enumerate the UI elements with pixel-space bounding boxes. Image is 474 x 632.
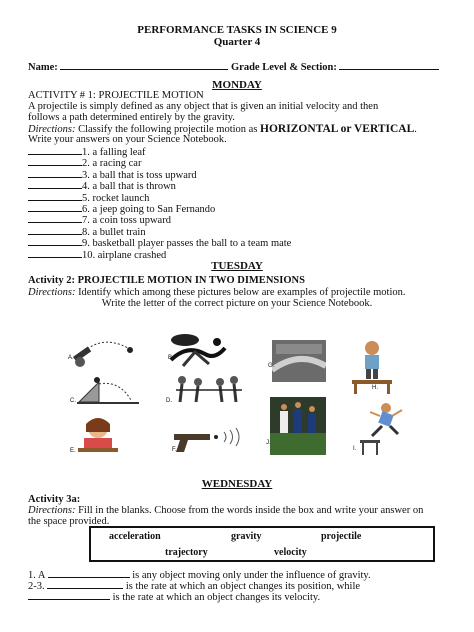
acrobats-picture [165, 330, 233, 370]
name-line [28, 60, 439, 74]
quarter-label: Quarter 4 [213, 36, 261, 48]
answer-blank[interactable] [28, 225, 82, 235]
picture-label-g: G. [268, 363, 275, 369]
list-item-label: 6. a jeep going to San Fernando [82, 204, 216, 215]
ramp-picture [75, 372, 143, 406]
directions-end: . [414, 124, 417, 135]
activity1-intro-line1: A projectile is simply defined as any object that is given an initial velocity and then [28, 101, 379, 112]
tuesday-heading: TUESDAY [211, 260, 263, 272]
word-projectile: projectile [321, 531, 362, 542]
racing-photo [272, 340, 326, 382]
soccer-photo [270, 397, 326, 455]
monday-heading: MONDAY [212, 79, 262, 91]
answer-blank[interactable] [28, 156, 82, 166]
question-2-text: is the rate at which an object changes its position, while [125, 581, 361, 592]
list-item-label: 10. airplane crashed [82, 249, 167, 261]
word-velocity: velocity [274, 547, 307, 558]
worksheet-title: PERFORMANCE TASKS IN SCIENCE 9 [137, 24, 337, 36]
grade-section-label: Grade Level & Section: [231, 62, 337, 73]
word-trajectory: trajectory [165, 547, 208, 558]
list-item-label: 7. a coin toss upward [82, 215, 171, 227]
activity1-write-line: Write your answers on your Science Notebook. [28, 134, 227, 145]
directions-text: Identify which among these pictures below are examples of projectile motion. [75, 287, 406, 298]
question-3-text: is the rate at which an object changes its velocity. [112, 592, 321, 603]
word-box [89, 526, 435, 562]
gun-picture [170, 426, 248, 454]
answer-blank[interactable] [28, 191, 82, 201]
name-blank[interactable] [60, 60, 228, 70]
picture-label-j: J. [266, 440, 271, 446]
answer-blank[interactable] [28, 202, 82, 212]
answer-blank[interactable] [28, 213, 82, 223]
picture-label-e: E. [70, 448, 76, 454]
list-item [28, 248, 166, 261]
list-item-label: 4. a ball that is thrown [82, 181, 176, 193]
activity3a-title: Activity 3a: [28, 494, 81, 505]
grade-section-blank[interactable] [339, 60, 439, 70]
question-1-number: 1. A [28, 570, 45, 581]
word-acceleration: acceleration [109, 531, 161, 542]
list-item-label: 3. a ball that is toss upward [82, 169, 197, 181]
jumping-person-picture [358, 400, 406, 456]
directions-emphasis: HORIZONTAL or VERTICAL [260, 123, 415, 135]
answer-blank[interactable] [28, 145, 82, 155]
question-3 [28, 590, 320, 604]
picture-label-a: A. [68, 355, 74, 361]
question-1-text: is any object moving only under the influence of gravity. [132, 570, 371, 581]
question-3-blank[interactable] [28, 590, 110, 600]
picture-label-h: H. [372, 385, 378, 391]
activity2-write-line: Write the letter of the correct picture on your Science Notebook. [101, 298, 373, 309]
wednesday-heading: WEDNESDAY [201, 478, 273, 490]
picture-label-i: I. [353, 446, 357, 452]
directions-label: Directions: [28, 124, 76, 135]
picture-label-d: D. [166, 398, 172, 404]
list-item-label: 5. rocket launch [82, 192, 150, 204]
tug-of-war-picture [172, 372, 244, 406]
list-item-label: 2. a racing car [82, 158, 142, 170]
activity3a-directions-line2: the space provided. [28, 516, 110, 527]
name-label: Name: [28, 62, 58, 73]
directions-text: Fill in the blanks. Choose from the words inside the box and write your answer on [75, 505, 424, 516]
word-gravity: gravity [231, 531, 262, 542]
answer-blank[interactable] [28, 179, 82, 189]
picture-label-c: C. [70, 398, 76, 404]
question-1-blank[interactable] [48, 568, 130, 578]
directions-label: Directions: [28, 287, 76, 298]
question-2-blank[interactable] [47, 579, 123, 589]
answer-blank[interactable] [28, 168, 82, 178]
answer-blank[interactable] [28, 236, 82, 246]
question-2-number: 2-3. [28, 581, 45, 592]
picture-label-b: B. [168, 355, 174, 361]
activity1-intro-line2: follows a path determined entirely by the gravity. [28, 112, 235, 123]
picture-label-f: F. [172, 447, 177, 453]
activity2-title: Activity 2: PROJECTILE MOTION IN TWO DIMENSIONS [28, 275, 305, 286]
activity1-title: ACTIVITY # 1: PROJECTILE MOTION [28, 90, 204, 101]
answer-blank[interactable] [28, 248, 82, 258]
directions-text: Classify the following projectile motion as [75, 124, 261, 135]
girl-reading-picture [72, 414, 124, 456]
list-item-label: 9. basketball player passes the ball to a team mate [82, 238, 292, 250]
list-item-label: 8. a bullet train [82, 226, 146, 238]
directions-label: Directions: [28, 505, 76, 516]
cannon-picture [68, 330, 146, 370]
list-item-label: 1. a falling leaf [82, 147, 146, 158]
